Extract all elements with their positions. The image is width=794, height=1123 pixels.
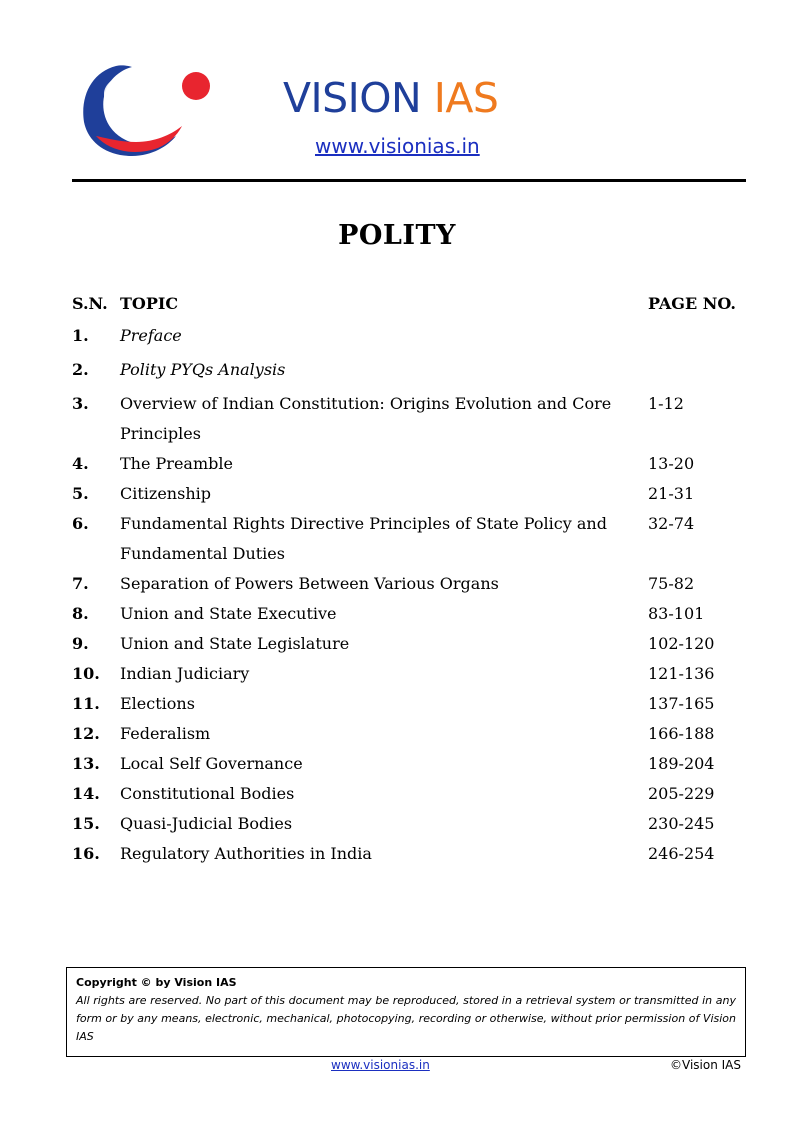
brand-name	[283, 72, 498, 124]
toc-sn: 2.	[72, 360, 89, 379]
toc-row[interactable]	[72, 719, 746, 749]
toc-page: 137-165	[648, 694, 715, 713]
toc-topic: Indian Judiciary	[120, 664, 250, 683]
copyright-box	[66, 967, 746, 1057]
toc-topic: Preface	[120, 326, 182, 345]
page-title: POLITY	[338, 220, 456, 251]
toc-page: 21-31	[648, 484, 695, 503]
toc-row[interactable]	[72, 449, 746, 479]
toc-page: 75-82	[648, 574, 695, 593]
toc-sn: 7.	[72, 574, 89, 593]
footer-copyright: ©Vision IAS	[670, 1058, 741, 1072]
toc-page: 13-20	[648, 454, 695, 473]
toc-sn: 15.	[72, 814, 100, 833]
toc-header-row	[72, 288, 746, 319]
toc-topic: Citizenship	[120, 484, 211, 503]
toc-topic: Overview of Indian Constitution: Origins Evolution and Core Principles	[120, 394, 612, 443]
toc-row[interactable]	[72, 689, 746, 719]
toc-topic: Union and State Legislature	[120, 634, 350, 653]
toc-topic: Federalism	[120, 724, 211, 743]
toc-row[interactable]	[72, 749, 746, 779]
column-header-page: PAGE NO.	[648, 294, 736, 313]
toc-page: 205-229	[648, 784, 715, 803]
column-header-sn: S.N.	[72, 294, 108, 313]
toc-sn: 10.	[72, 664, 100, 683]
toc-row[interactable]	[72, 509, 746, 569]
toc-sn: 9.	[72, 634, 89, 653]
toc-topic: Quasi-Judicial Bodies	[120, 814, 293, 833]
toc-topic: Regulatory Authorities in India	[120, 844, 372, 863]
footer-website-link[interactable]: www.visionias.in	[331, 1058, 430, 1072]
table-of-contents	[72, 288, 746, 869]
toc-page: 1-12	[648, 394, 684, 413]
toc-sn: 4.	[72, 454, 89, 473]
column-header-topic: TOPIC	[120, 294, 179, 313]
toc-sn: 1.	[72, 326, 89, 345]
toc-sn: 11.	[72, 694, 100, 713]
website-link[interactable]: www.visionias.in	[315, 134, 480, 158]
toc-row[interactable]	[72, 839, 746, 869]
toc-row[interactable]	[72, 569, 746, 599]
toc-row[interactable]	[72, 809, 746, 839]
toc-sn: 13.	[72, 754, 100, 773]
toc-topic: Separation of Powers Between Various Organs	[120, 574, 499, 593]
copyright-text: All rights are reserved. No part of this document may be reproduced, stored in a retrieval system or transmitted in any form or by any means, electronic, mechanical, photocopying, recording or otherwise, without prior permission of Vision IAS	[76, 994, 736, 1043]
toc-page	[648, 355, 746, 385]
toc-topic: Fundamental Rights Directive Principles of State Policy and Fundamental Duties	[120, 514, 607, 563]
toc-page: 166-188	[648, 724, 715, 743]
toc-sn: 14.	[72, 784, 100, 803]
toc-page: 189-204	[648, 754, 715, 773]
brand-secondary: IAS	[433, 74, 499, 122]
toc-topic: Polity PYQs Analysis	[120, 360, 286, 379]
toc-row[interactable]	[72, 659, 746, 689]
toc-page: 83-101	[648, 604, 705, 623]
toc-topic: Constitutional Bodies	[120, 784, 295, 803]
toc-row[interactable]	[72, 355, 746, 385]
toc-topic: Elections	[120, 694, 195, 713]
toc-topic: Local Self Governance	[120, 754, 303, 773]
toc-sn: 5.	[72, 484, 89, 503]
toc-topic: The Preamble	[120, 454, 233, 473]
vision-ias-logo	[80, 62, 212, 158]
toc-row[interactable]	[72, 479, 746, 509]
toc-row[interactable]	[72, 321, 746, 351]
toc-row[interactable]	[72, 629, 746, 659]
toc-row[interactable]	[72, 599, 746, 629]
toc-row[interactable]	[72, 389, 746, 449]
toc-page: 32-74	[648, 514, 695, 533]
toc-row[interactable]	[72, 779, 746, 809]
toc-sn: 8.	[72, 604, 89, 623]
toc-page: 230-245	[648, 814, 715, 833]
toc-page: 246-254	[648, 844, 715, 863]
toc-sn: 12.	[72, 724, 100, 743]
brand-primary: VISION	[283, 74, 422, 122]
toc-sn: 16.	[72, 844, 100, 863]
toc-sn: 3.	[72, 394, 89, 413]
toc-page: 102-120	[648, 634, 715, 653]
copyright-title: Copyright © by Vision IAS	[76, 976, 237, 989]
toc-page: 121-136	[648, 664, 715, 683]
toc-page	[648, 321, 746, 351]
toc-topic: Union and State Executive	[120, 604, 337, 623]
toc-sn: 6.	[72, 514, 89, 533]
header-divider	[72, 179, 746, 182]
